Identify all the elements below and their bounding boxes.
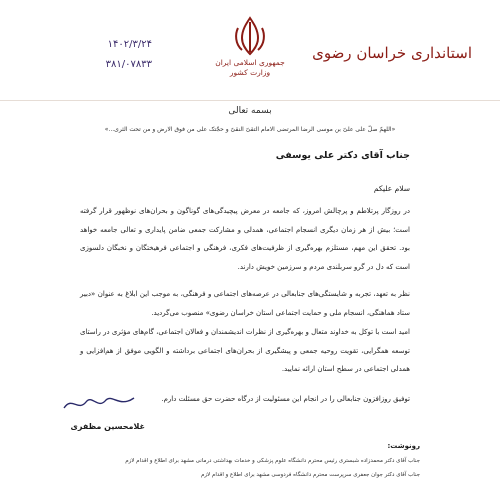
besmellah-heading: بسمه تعالی — [228, 106, 272, 116]
governorate-title: استانداری خراسان رضوی — [312, 44, 472, 62]
greeting: سلام علیکم — [373, 184, 410, 193]
iran-emblem-icon — [232, 14, 268, 58]
paragraph-4: توفیق روزافزون جنابعالی را در انجام این مسئولیت از درگاه حضرت حق مسئلت دارم. — [161, 395, 410, 403]
reference-number: ۳۸۱/۰۷۸۳۳ — [105, 59, 152, 70]
cc-line-2: جناب آقای دکتر جوان جعفری سرپرست محترم دانشگاه فردوسی مشهد برای اطلاع و اقدام لازم — [200, 472, 420, 478]
ministry-name — [214, 58, 286, 78]
signer-name: غلامحسین مظفری — [70, 422, 145, 431]
letter-body — [0, 100, 500, 500]
reference-date: ۱۴۰۲/۳/۲۴ — [107, 39, 152, 50]
letterhead — [0, 0, 500, 101]
handwritten-signature — [60, 392, 140, 414]
salawat-line: «اللهمّ صلّ علی علیّ بن موسی الرضا المرتضی الامام التقیّ النقیّ و حجّتک علی من فوق الارض و من تحت الثری...» — [104, 126, 396, 133]
recipient-name: جناب آقای دکتر علی یوسفی — [275, 150, 410, 161]
reference-block — [62, 35, 152, 75]
paragraph-3: امید است با توکل به خداوند متعال و بهره‌گیری از نظرات اندیشمندان و فعالان اجتماعی، گام‌های مؤثری در راستای توسعه همگرایی، تقویت روحیه جمعی و پیشگیری از بحران‌های اجتماعی برداشته و الگویی موفق از هم‌افزایی و همدلی اجتماعی در سطح استان ارائه نمایید. — [80, 328, 410, 373]
cc-line-1: جناب آقای دکتر محمدزاده شبستری رئیس محترم دانشگاه علوم پزشکی و خدمات بهداشتی درمانی مشهد برای اطلاع و اقدام لازم — [125, 458, 420, 464]
ministry-line-1: جمهوری اسلامی ایران — [215, 58, 285, 67]
ministry-line-2: وزارت کشور — [229, 68, 271, 77]
paragraph-2: نظر به تعهد، تجربه و شایستگی‌های جنابعالی در عرصه‌های اجتماعی و فرهنگی، به موجب این ابلاغ به عنوان «دبیر ستاد هماهنگی، انسجام ملی و حمایت اجتماعی استان خراسان رضوی» منصوب می‌گردید. — [80, 290, 410, 317]
paragraph-1: در روزگار پرتلاطم و پرچالش امروز، که جامعه در معرض پیچیدگی‌های گوناگون و بحران‌های نوظهور قرار گرفته است؛ بیش از هر زمان دیگری انسجام اجتماعی، همدلی و مشارکت جمعی ضامن پایداری و تعالی جامعه خواهد بود. تحقق این مهم، مستلزم بهره‌گیری از ظرفیت‌های فکری، فرهنگی و اجتماعی فرهیختگان و نخبگان دلسوزی است که دل در گرو سربلندی مردم و سرزمین خویش دارند. — [80, 207, 410, 271]
cc-title: رونوشت: — [387, 442, 420, 450]
